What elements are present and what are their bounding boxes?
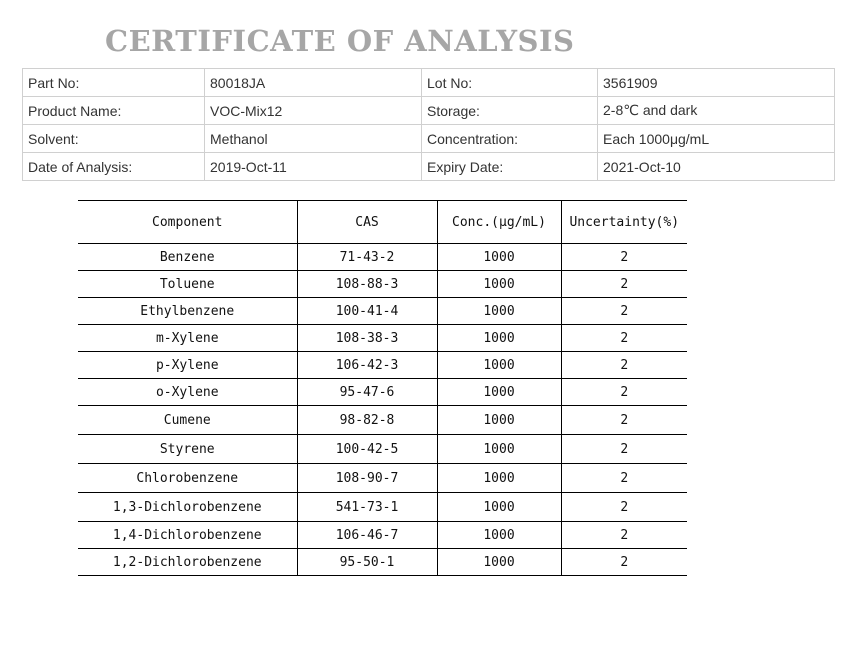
info-value: 2-8℃ and dark bbox=[598, 97, 835, 125]
component-conc: 1000 bbox=[437, 244, 561, 271]
component-cas: 71-43-2 bbox=[297, 244, 437, 271]
component-conc: 1000 bbox=[437, 493, 561, 522]
component-uncertainty: 2 bbox=[561, 549, 687, 576]
table-row bbox=[78, 352, 687, 379]
component-conc: 1000 bbox=[437, 464, 561, 493]
info-label: Storage: bbox=[422, 97, 598, 125]
header-cas: CAS bbox=[297, 201, 437, 244]
info-row bbox=[23, 153, 835, 181]
header-component: Component bbox=[78, 201, 297, 244]
component-cas: 100-42-5 bbox=[297, 435, 437, 464]
table-row bbox=[78, 379, 687, 406]
info-value: Methanol bbox=[205, 125, 422, 153]
info-label: Product Name: bbox=[23, 97, 205, 125]
component-cas: 98-82-8 bbox=[297, 406, 437, 435]
info-label: Expiry Date: bbox=[422, 153, 598, 181]
component-uncertainty: 2 bbox=[561, 435, 687, 464]
info-value: 2019-Oct-11 bbox=[205, 153, 422, 181]
component-cas: 541-73-1 bbox=[297, 493, 437, 522]
component-cas: 108-38-3 bbox=[297, 325, 437, 352]
info-row bbox=[23, 97, 835, 125]
component-cas: 95-50-1 bbox=[297, 549, 437, 576]
component-name: Toluene bbox=[78, 271, 297, 298]
table-row bbox=[78, 406, 687, 435]
table-row bbox=[78, 435, 687, 464]
component-cas: 108-88-3 bbox=[297, 271, 437, 298]
info-value: 80018JA bbox=[205, 69, 422, 97]
component-name: Cumene bbox=[78, 406, 297, 435]
component-uncertainty: 2 bbox=[561, 298, 687, 325]
info-value: 3561909 bbox=[598, 69, 835, 97]
table-row bbox=[78, 325, 687, 352]
info-value: Each 1000μg/mL bbox=[598, 125, 835, 153]
header-uncertainty: Uncertainty(%) bbox=[561, 201, 687, 244]
table-row bbox=[78, 244, 687, 271]
component-uncertainty: 2 bbox=[561, 271, 687, 298]
component-name: 1,4-Dichlorobenzene bbox=[78, 522, 297, 549]
component-uncertainty: 2 bbox=[561, 522, 687, 549]
component-conc: 1000 bbox=[437, 379, 561, 406]
component-uncertainty: 2 bbox=[561, 379, 687, 406]
component-conc: 1000 bbox=[437, 298, 561, 325]
info-label: Part No: bbox=[23, 69, 205, 97]
component-cas: 95-47-6 bbox=[297, 379, 437, 406]
component-cas: 106-42-3 bbox=[297, 352, 437, 379]
component-conc: 1000 bbox=[437, 352, 561, 379]
component-uncertainty: 2 bbox=[561, 493, 687, 522]
info-row bbox=[23, 125, 835, 153]
table-row bbox=[78, 522, 687, 549]
component-name: Chlorobenzene bbox=[78, 464, 297, 493]
component-conc: 1000 bbox=[437, 435, 561, 464]
header-concentration: Conc.(μg/mL) bbox=[437, 201, 561, 244]
component-conc: 1000 bbox=[437, 325, 561, 352]
document-title: CERTIFICATE OF ANALYSIS bbox=[105, 24, 575, 58]
product-info-table bbox=[22, 68, 835, 181]
info-label: Date of Analysis: bbox=[23, 153, 205, 181]
component-cas: 108-90-7 bbox=[297, 464, 437, 493]
component-uncertainty: 2 bbox=[561, 464, 687, 493]
table-row bbox=[78, 298, 687, 325]
component-uncertainty: 2 bbox=[561, 352, 687, 379]
table-row bbox=[78, 549, 687, 576]
component-name: o-Xylene bbox=[78, 379, 297, 406]
component-name: Ethylbenzene bbox=[78, 298, 297, 325]
component-table bbox=[78, 200, 687, 576]
component-uncertainty: 2 bbox=[561, 244, 687, 271]
info-label: Solvent: bbox=[23, 125, 205, 153]
component-name: m-Xylene bbox=[78, 325, 297, 352]
table-row bbox=[78, 464, 687, 493]
component-uncertainty: 2 bbox=[561, 406, 687, 435]
component-header-row bbox=[78, 201, 687, 244]
info-value: VOC-Mix12 bbox=[205, 97, 422, 125]
info-value: 2021-Oct-10 bbox=[598, 153, 835, 181]
component-name: Styrene bbox=[78, 435, 297, 464]
component-name: 1,3-Dichlorobenzene bbox=[78, 493, 297, 522]
info-row bbox=[23, 69, 835, 97]
component-uncertainty: 2 bbox=[561, 325, 687, 352]
component-cas: 106-46-7 bbox=[297, 522, 437, 549]
component-name: 1,2-Dichlorobenzene bbox=[78, 549, 297, 576]
table-row bbox=[78, 271, 687, 298]
info-label: Concentration: bbox=[422, 125, 598, 153]
component-name: Benzene bbox=[78, 244, 297, 271]
info-label: Lot No: bbox=[422, 69, 598, 97]
component-name: p-Xylene bbox=[78, 352, 297, 379]
component-conc: 1000 bbox=[437, 271, 561, 298]
component-cas: 100-41-4 bbox=[297, 298, 437, 325]
component-conc: 1000 bbox=[437, 406, 561, 435]
component-conc: 1000 bbox=[437, 549, 561, 576]
component-conc: 1000 bbox=[437, 522, 561, 549]
table-row bbox=[78, 493, 687, 522]
